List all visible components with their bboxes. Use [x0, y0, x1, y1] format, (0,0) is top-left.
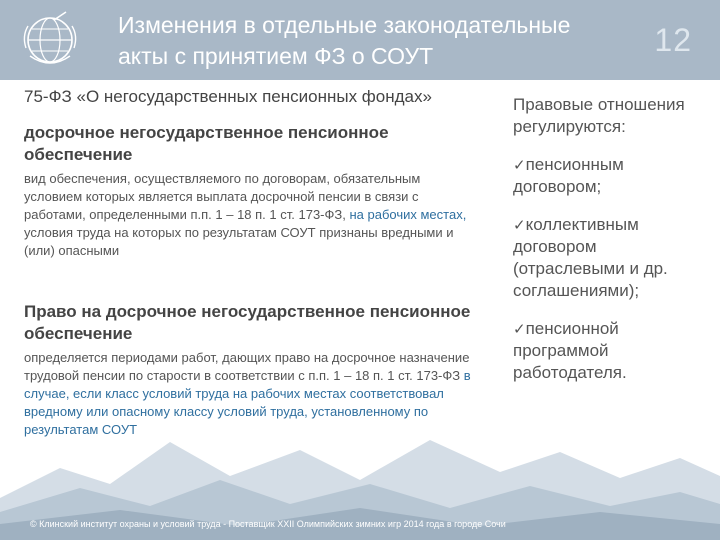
section-text-plain: определяется периодами работ, дающих право на досрочное назначение трудовой пенсии по старости в соответствии с п.п. 1 – 18 п. 1 ст. 173-ФЗ — [24, 350, 470, 383]
slide-title-line-2: акты с принятием ФЗ о СОУТ — [118, 43, 434, 69]
regulation-item-label: пенсионным договором; — [513, 155, 624, 196]
regulation-item-label: пенсионной программой работодателя. — [513, 319, 627, 382]
section-heading-right-to-pension: Право на досрочное негосударственное пенсионное обеспечение — [24, 302, 471, 343]
section-text-plain: вид обеспечения, осуществляемого по договорам, обязательным условием которых является выплата досрочной пенсии в связи с работами, определенными п.п. 1 – 18 п. 1 ст. 173-ФЗ, — [24, 171, 421, 222]
regulation-lead: Правовые отношения регулируются: — [513, 95, 685, 136]
slide-title — [118, 10, 618, 72]
regulation-item-collective-contract — [513, 214, 703, 302]
section-heading-early-pension: досрочное негосударственное пенсионное обеспечение — [24, 123, 389, 164]
regulation-item-pension-contract — [513, 154, 703, 198]
title-bar — [0, 0, 720, 80]
slide-title-line-1: Изменения в отдельные законодательные — [118, 12, 571, 38]
section-text-early-pension — [24, 170, 474, 260]
section-text-highlight: на рабочих местах, — [349, 207, 467, 222]
section-text-highlight: в случае, если класс условий труда на рабочих местах соответствовал вредному или опасному классу условий труда, установленному по результатам СОУТ — [24, 368, 471, 437]
footer-copyright: © Клинский институт охраны и условий труда - Поставщик XXII Олимпийских зимних игр 2014 года в городе Сочи — [30, 519, 506, 529]
checkmark-icon: ✓ — [513, 156, 526, 174]
right-column — [513, 94, 703, 400]
regulation-item-employer-program — [513, 318, 703, 384]
globe-logo-icon — [18, 8, 82, 72]
section-text-right-to-pension — [24, 349, 474, 439]
slide-number: 12 — [654, 22, 692, 58]
left-column — [24, 86, 474, 439]
checkmark-icon: ✓ — [513, 320, 526, 338]
law-title: 75-ФЗ «О негосударственных пенсионных фондах» — [24, 87, 432, 106]
checkmark-icon: ✓ — [513, 216, 526, 234]
section-text-end: условия труда на которых по результатам СОУТ признаны вредными и (или) опасными — [24, 225, 454, 258]
regulation-item-label: коллективным договором (отраслевыми и др. соглашениями); — [513, 215, 668, 300]
